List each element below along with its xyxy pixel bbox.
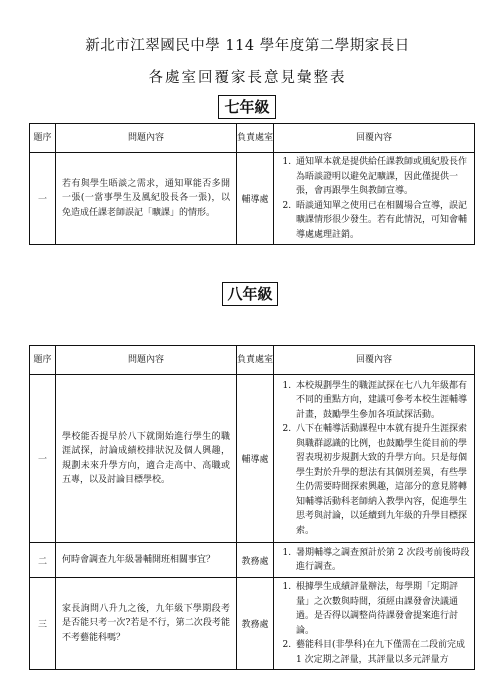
table-header-row <box>30 346 475 375</box>
unit-cell: 教務處 <box>237 578 274 670</box>
reply-item: 1. 暑期輔導之調查預計於第 2 次段考前後時段進行調查。 <box>294 546 470 575</box>
reply-cell <box>274 375 475 543</box>
reply-list <box>274 544 474 577</box>
question-cell <box>56 153 237 245</box>
column-header-no: 題序 <box>30 124 56 153</box>
table-row <box>30 543 475 578</box>
reply-item: 1. 本校規劃學生的職涯試探在七八九年級都有不同的重點方向，建議可參考本校生涯輔導計畫，鼓勵學生參加各項試探活動。 <box>294 379 470 423</box>
question-cell <box>56 543 237 578</box>
reply-item: 2. 藝能科目(非學科)在九下僅需在二段前完成 1 次定期之評量，其評量以多元評量方 <box>294 638 470 667</box>
reply-cell <box>274 578 475 670</box>
question-cell <box>56 578 237 670</box>
grade7-table <box>29 123 475 245</box>
column-header-reply: 回覆內容 <box>274 124 475 153</box>
table-row <box>30 153 475 245</box>
reply-item: 2. 八下在輔導活動課程中本就有提升生涯探索與職群認識的比例，也鼓勵學生從目前的學習表現初步規劃大致的升學方向。只是每個學生對於升學的想法有其個別差異，有些學生仍需要時間探索興趣，這部分的意見將轉知輔導活動科老師納入教學內容，促進學生思考與討論，以延續到九年級的升學目標探索。 <box>294 422 470 538</box>
row-number: 三 <box>30 578 56 670</box>
unit-cell: 輔導處 <box>237 153 274 245</box>
unit-cell: 教務處 <box>237 543 274 578</box>
document-subtitle: 各處室回覆家長意見彙整表 <box>148 70 347 86</box>
grade7-heading: 七年級 <box>218 95 276 119</box>
column-header-question: 問題內容 <box>56 346 237 375</box>
question-text: 學校能否提早於八下就開始進行學生的職涯試探，討論成績校排狀況及個人興趣，規劃未來升學方向，適合走高中、高職或五專，以及討論目標學校。 <box>62 431 230 485</box>
column-header-question: 問題內容 <box>56 124 237 153</box>
question-text: 若有與學生晤談之需求，通知單能否多開一張(一當事學生及風紀股長各一張)，以免造成任課老師誤記「曠課」的情形。 <box>62 178 230 218</box>
reply-list <box>274 578 474 669</box>
grade8-heading: 八年級 <box>222 282 278 306</box>
column-header-reply: 回覆內容 <box>274 346 475 375</box>
column-header-unit: 負責處室 <box>237 346 274 375</box>
row-number: 一 <box>30 375 56 543</box>
row-number: 一 <box>30 153 56 245</box>
question-text: 家長詢問八升九之後，九年級下學期段考是否能只考一次?若是不行，第二次段考能不考藝能科嗎？ <box>62 603 230 643</box>
table-row <box>30 578 475 670</box>
unit-cell: 輔導處 <box>237 375 274 543</box>
row-number: 二 <box>30 543 56 578</box>
reply-cell <box>274 153 475 245</box>
question-cell <box>56 375 237 543</box>
grade8-table <box>29 345 475 670</box>
column-header-no: 題序 <box>30 346 56 375</box>
document-title: 新北市江翠國民中學 114 學年度第二學期家長日 <box>85 38 410 54</box>
reply-item: 1. 根據學生成績評量辦法，每學期「定期評量」之次數與時間，須經由課發會決議通過。是否得以調整尚待課發會提案進行討論。 <box>294 580 470 638</box>
reply-item: 2. 晤談通知單之使用已在相關場合宣導，誤記曠課情形很少發生。若有此情況，可知會輔導處處理註銷。 <box>294 199 470 243</box>
table-row <box>30 375 475 543</box>
table-header-row <box>30 124 475 153</box>
reply-list <box>274 377 474 541</box>
reply-cell <box>274 543 475 578</box>
column-header-unit: 負責處室 <box>237 124 274 153</box>
reply-list <box>274 153 474 244</box>
reply-item: 1. 通知單本就是提供給任課教師或風紀股長作為晤談證明以避免記曠課，因此僅提供一張，會再跟學生與教師宣導。 <box>294 155 470 199</box>
question-text: 何時會調查九年級暑輔開班相關事宜？ <box>62 554 216 565</box>
